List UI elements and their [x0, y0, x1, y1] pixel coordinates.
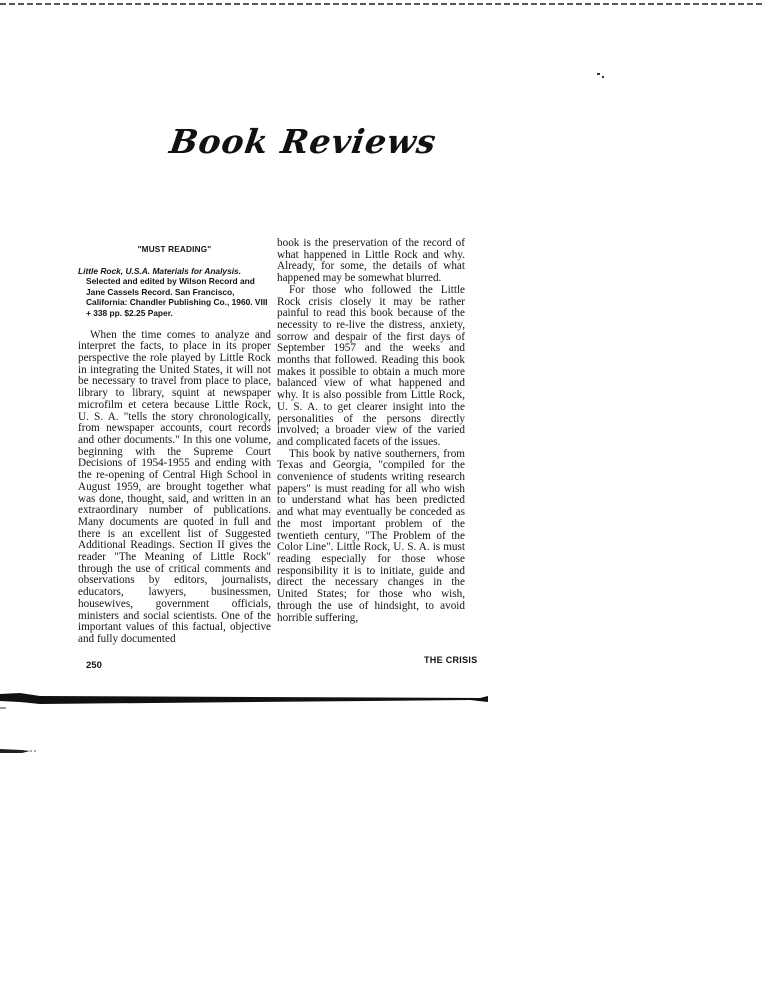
magazine-name: THE CRISIS	[424, 655, 478, 665]
scan-edge-mark	[0, 745, 40, 757]
review-paragraph: When the time comes to analyze and interpret the facts, to place in its proper perspective the role played by Little Rock in integrating the United States, it will not be necessary to travel from place to place, library to library, squint at newspaper microfilm et cetera because Little Rock, U. S. A. "tells the story chronologically, from newspaper accounts, court records and other documents." In this one volume, beginning with the Supreme Court Decisions of 1954-1955 and ending with the re-opening of Central High School in August 1959, are brought together what was done, thought, said, and written in an extraordinary number of publications. Many documents are quoted in full and there is an excellent list of Suggested Additional Readings. Section II gives the reader "The Meaning of Little Rock" through the use of critical comments and observations by editors, journalists, educators, lawyers, businessmen, housewives, government officials, ministers and social scientists. One of the important values of this factual, objective and fully documented	[78, 328, 271, 645]
review-kicker: "MUST READING"	[137, 245, 212, 254]
review-paragraph: For those who followed the Little Rock crisis closely it may be rather painful to read this book because of the necessity to re-live the distress, anxiety, sorrow and despair of the first days of September 1957 and the weeks and months that followed. Reading this book makes it possible to obtain a much more balanced view of what happened and why. It is also possible from Little Rock, U. S. A. to get clearer insight into the personalities of the persons directly involved; a broader view of the varied and complicated facets of the issues.	[277, 283, 465, 448]
section-heading: Book Reviews	[167, 122, 440, 161]
page-number: 250	[86, 660, 102, 671]
book-details: Selected and edited by Wilson Record and Jane Cassels Record. San Francisco, California: Chandler Publishing Co., 1960. VIII + 338 pp. $2.25 Paper.	[86, 276, 268, 319]
review-left-column	[78, 244, 271, 646]
review-right-column	[277, 238, 465, 624]
book-title: Little Rock, U.S.A. Materials for Analysis.	[78, 265, 242, 276]
review-paragraph: This book by native southerners, from Texas and Georgia, "compiled for the convenience of students writing research papers" is must reading for all who wish to understand what has been predicted and what may eventually be conceded as the most important problem of the twentieth century, "The Problem of the Color Line". Little Rock, U. S. A. is must reading especially for those whose responsibility it is to initiate, guide and direct the necessary changes in the United States; for those who wish, through the use of hindsight, to avoid horrible suffering,	[277, 447, 465, 624]
review-body-left	[78, 330, 271, 646]
scan-speck	[597, 73, 600, 75]
scan-speck	[602, 76, 604, 78]
review-paragraph: book is the preservation of the record of what happened in Little Rock and why. Already, for some, the details of what happened may be somewhat blurred.	[277, 237, 465, 285]
book-citation	[78, 266, 271, 319]
page-bottom-rule	[0, 686, 490, 710]
scan-edge-top	[0, 2, 763, 6]
